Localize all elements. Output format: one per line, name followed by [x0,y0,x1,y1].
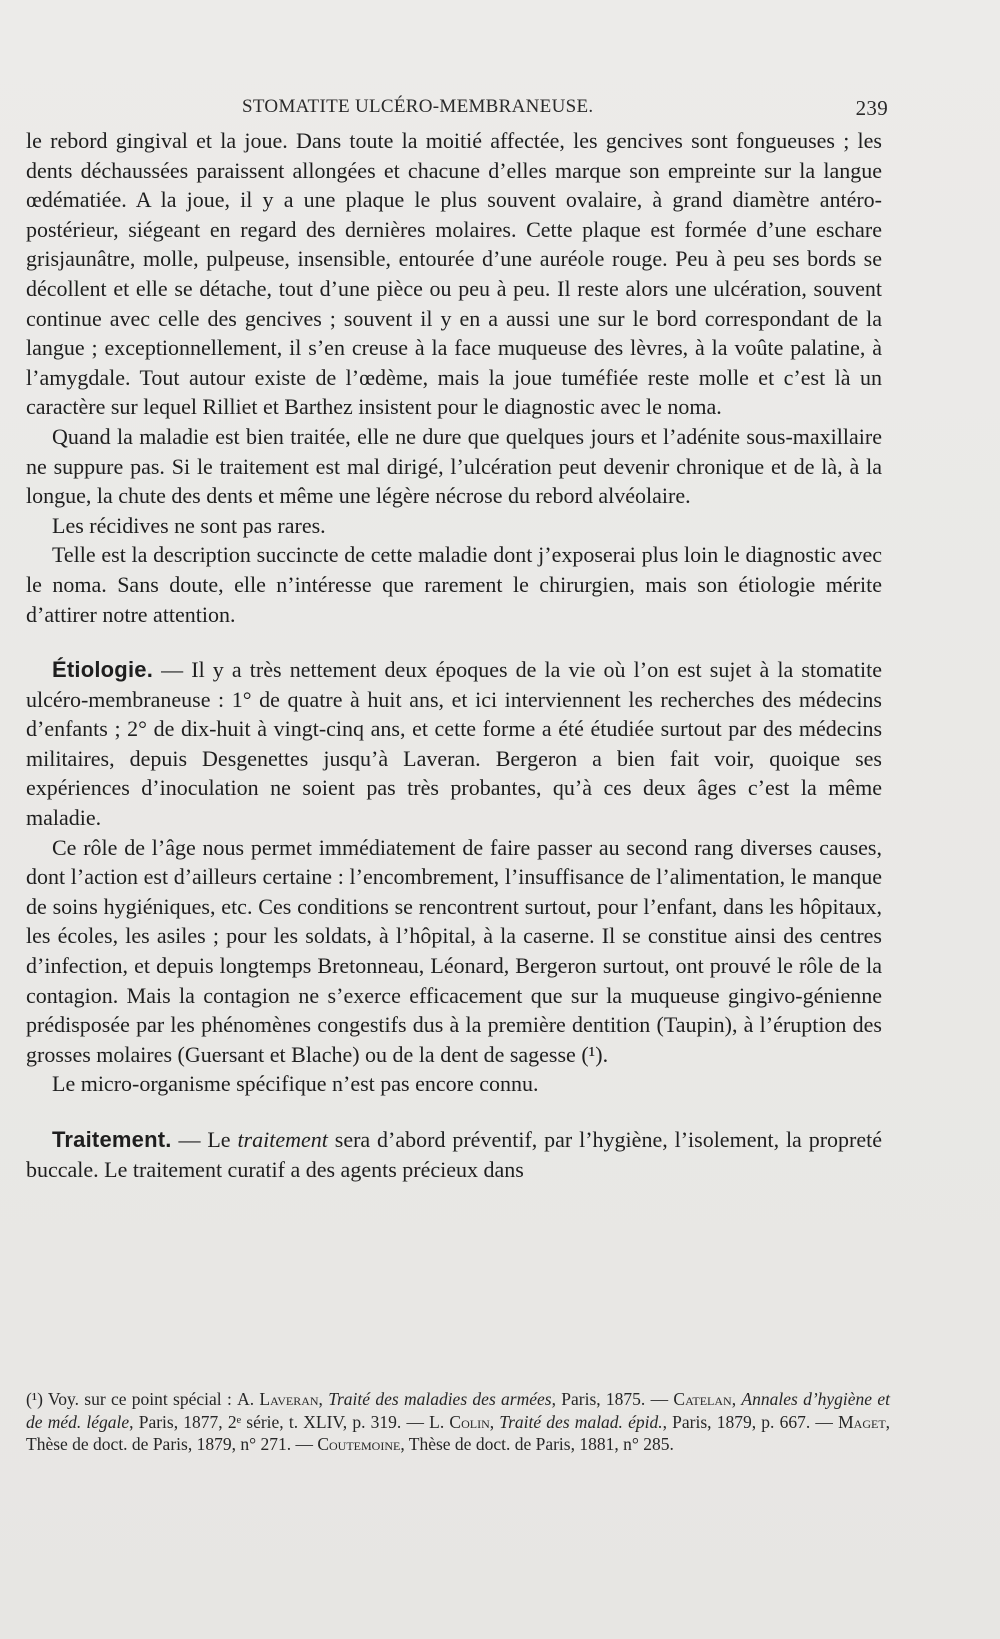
italic-term: traitement [237,1127,328,1152]
work-title: Traité des malad. épid. [499,1411,663,1432]
etiologie-section [26,655,882,833]
paragraph-text: — Le [171,1127,238,1152]
paragraph: Telle est la description succincte de cette maladie dont j’exposerai plus loin le diagnostic avec le noma. Sans doute, elle n’intéresse que rarement le chirurgien, mais son étiologie mérite d’attirer notre attention. [26,542,882,627]
section-heading-traitement: Traitement. [52,1127,172,1152]
footnote-text: , Thèse de doct. de Paris, 1879, n° 271. — [26,1411,891,1454]
paragraph: Ce rôle de l’âge nous permet immédiatement de faire passer au second rang diverses causes, dont l’action est d’ailleurs certaine : l’encombrement, l’insuffisance de l’alimentation, le manque de soins hygiéniques, etc. Ces conditions se rencontrent surtout, pour l’enfant, dans les hôpitaux, les écoles, les asiles ; pour les soldats, à l’hôpital, à la caserne. Il se constitue ainsi des centres d’infection, et depuis longtemps Bretonneau, Léonard, Bergeron surtout, ont prouvé le rôle de la contagion. Mais la contagion ne s’exerce efficacement que sur la muqueuse gingivo-génienne prédisposée par les phénomènes congestifs dus à la première dentition (Taupin), à l’éruption des grosses molaires (Guersant et Blache) ou de la dent de sagesse (¹). [26,834,882,1067]
running-title: STOMATITE ULCÉRO-MEMBRANEUSE. [242,96,594,117]
paragraph: le rebord gingival et la joue. Dans toute la moitié affectée, les gencives sont fongueuses ; les dents déchaussées paraissent allongées et chacune d’elles marque son empreinte sur la langue œdématiée. A la joue, il y a une plaque le plus souvent ovalaire, à grand diamètre antéro-postérieur, siégeant en regard des dernières molaires. Cette plaque est formée d’une eschare grisjaunâtre, molle, pulpeuse, insensible, entourée d’une auréole rouge. Peu à peu ses bords se décollent et elle se détache, tout d’une pièce ou peu à peu. Il reste alors une ulcération, souvent continue avec celle des gencives ; souvent il y en a aussi une sur le bord correspondant de la langue ; exceptionnellement, il s’en creuse à la face muqueuse des lèvres, à la voûte palatine, à l’amygdale. Tout autour existe de l’œdème, mais la joue tuméfiée reste molle et c’est là un caractère sur lequel Rilliet et Barthez insistent pour le diagnostic avec le noma. [26,128,882,420]
footnote-text: , Thèse de doct. de Paris, 1881, n° 285. [400,1434,674,1454]
traitement-section [26,1125,882,1184]
footnotes [26,1388,890,1456]
author-name: Catelan [673,1389,732,1409]
footnote-text: , Paris, 1879, p. 667. — [662,1411,839,1432]
author-name: Maget [838,1411,886,1432]
paragraph-text: — Il y a très nettement deux époques de la vie où l’on est sujet à la stomatite ulcéro-membraneuse : 1° de quatre à huit ans, et ici interviennent les recherches des médecins d’enfants ; 2° de dix-huit à vingt-cinq ans, et cette forme a été étudiée surtout par des médecins militaires, depuis Desgenettes jusqu’à Laveran. Bergeron a bien fait voir, quoique ses expériences d’inoculation ne soient pas très probantes, qu’à ces deux âges c’est la même maladie. [26,657,882,831]
paragraph-text: sera d’abord préventif, par l’hygiène, l’isolement, la propreté buccale. Le traitement curatif a des agents précieux dans [26,1127,883,1182]
section-heading-etiologie: Étiologie. [52,657,153,683]
work-title: Annales d’hygiène et de méd. légale [26,1389,890,1432]
page-number: 239 [855,96,888,120]
footnote-text: , Paris, 1877, 2ᵉ série, t. XLIV, p. 319. — [129,1411,430,1432]
author-name: Coutemoine [317,1434,401,1454]
footnote-text: , [318,1389,329,1409]
paragraph: Les récidives ne sont pas rares. [52,512,326,538]
author-name: A. Laveran [237,1389,319,1409]
work-title: Traité des maladies des armées [328,1389,552,1409]
paragraph: Quand la maladie est bien traitée, elle ne dure que quelques jours et l’adénite sous-maxillaire ne suppure pas. Si le traitement est mal dirigé, l’ulcération peut devenir chronique et de là, à la longue, la chute des dents et même une légère nécrose du rebord alvéolaire. [26,423,882,509]
paragraph: Le micro-organisme spécifique n’est pas encore connu. [52,1071,539,1097]
footnote-text: , Paris, 1875. — [551,1389,674,1409]
footnote-1 [26,1388,890,1456]
footnote-text: , [731,1389,742,1409]
author-name: L. Colin [429,1411,490,1432]
body-text [26,126,882,1184]
footnote-text: , [489,1411,500,1432]
footnote-text: (¹) Voy. sur ce point spécial : [26,1389,238,1409]
